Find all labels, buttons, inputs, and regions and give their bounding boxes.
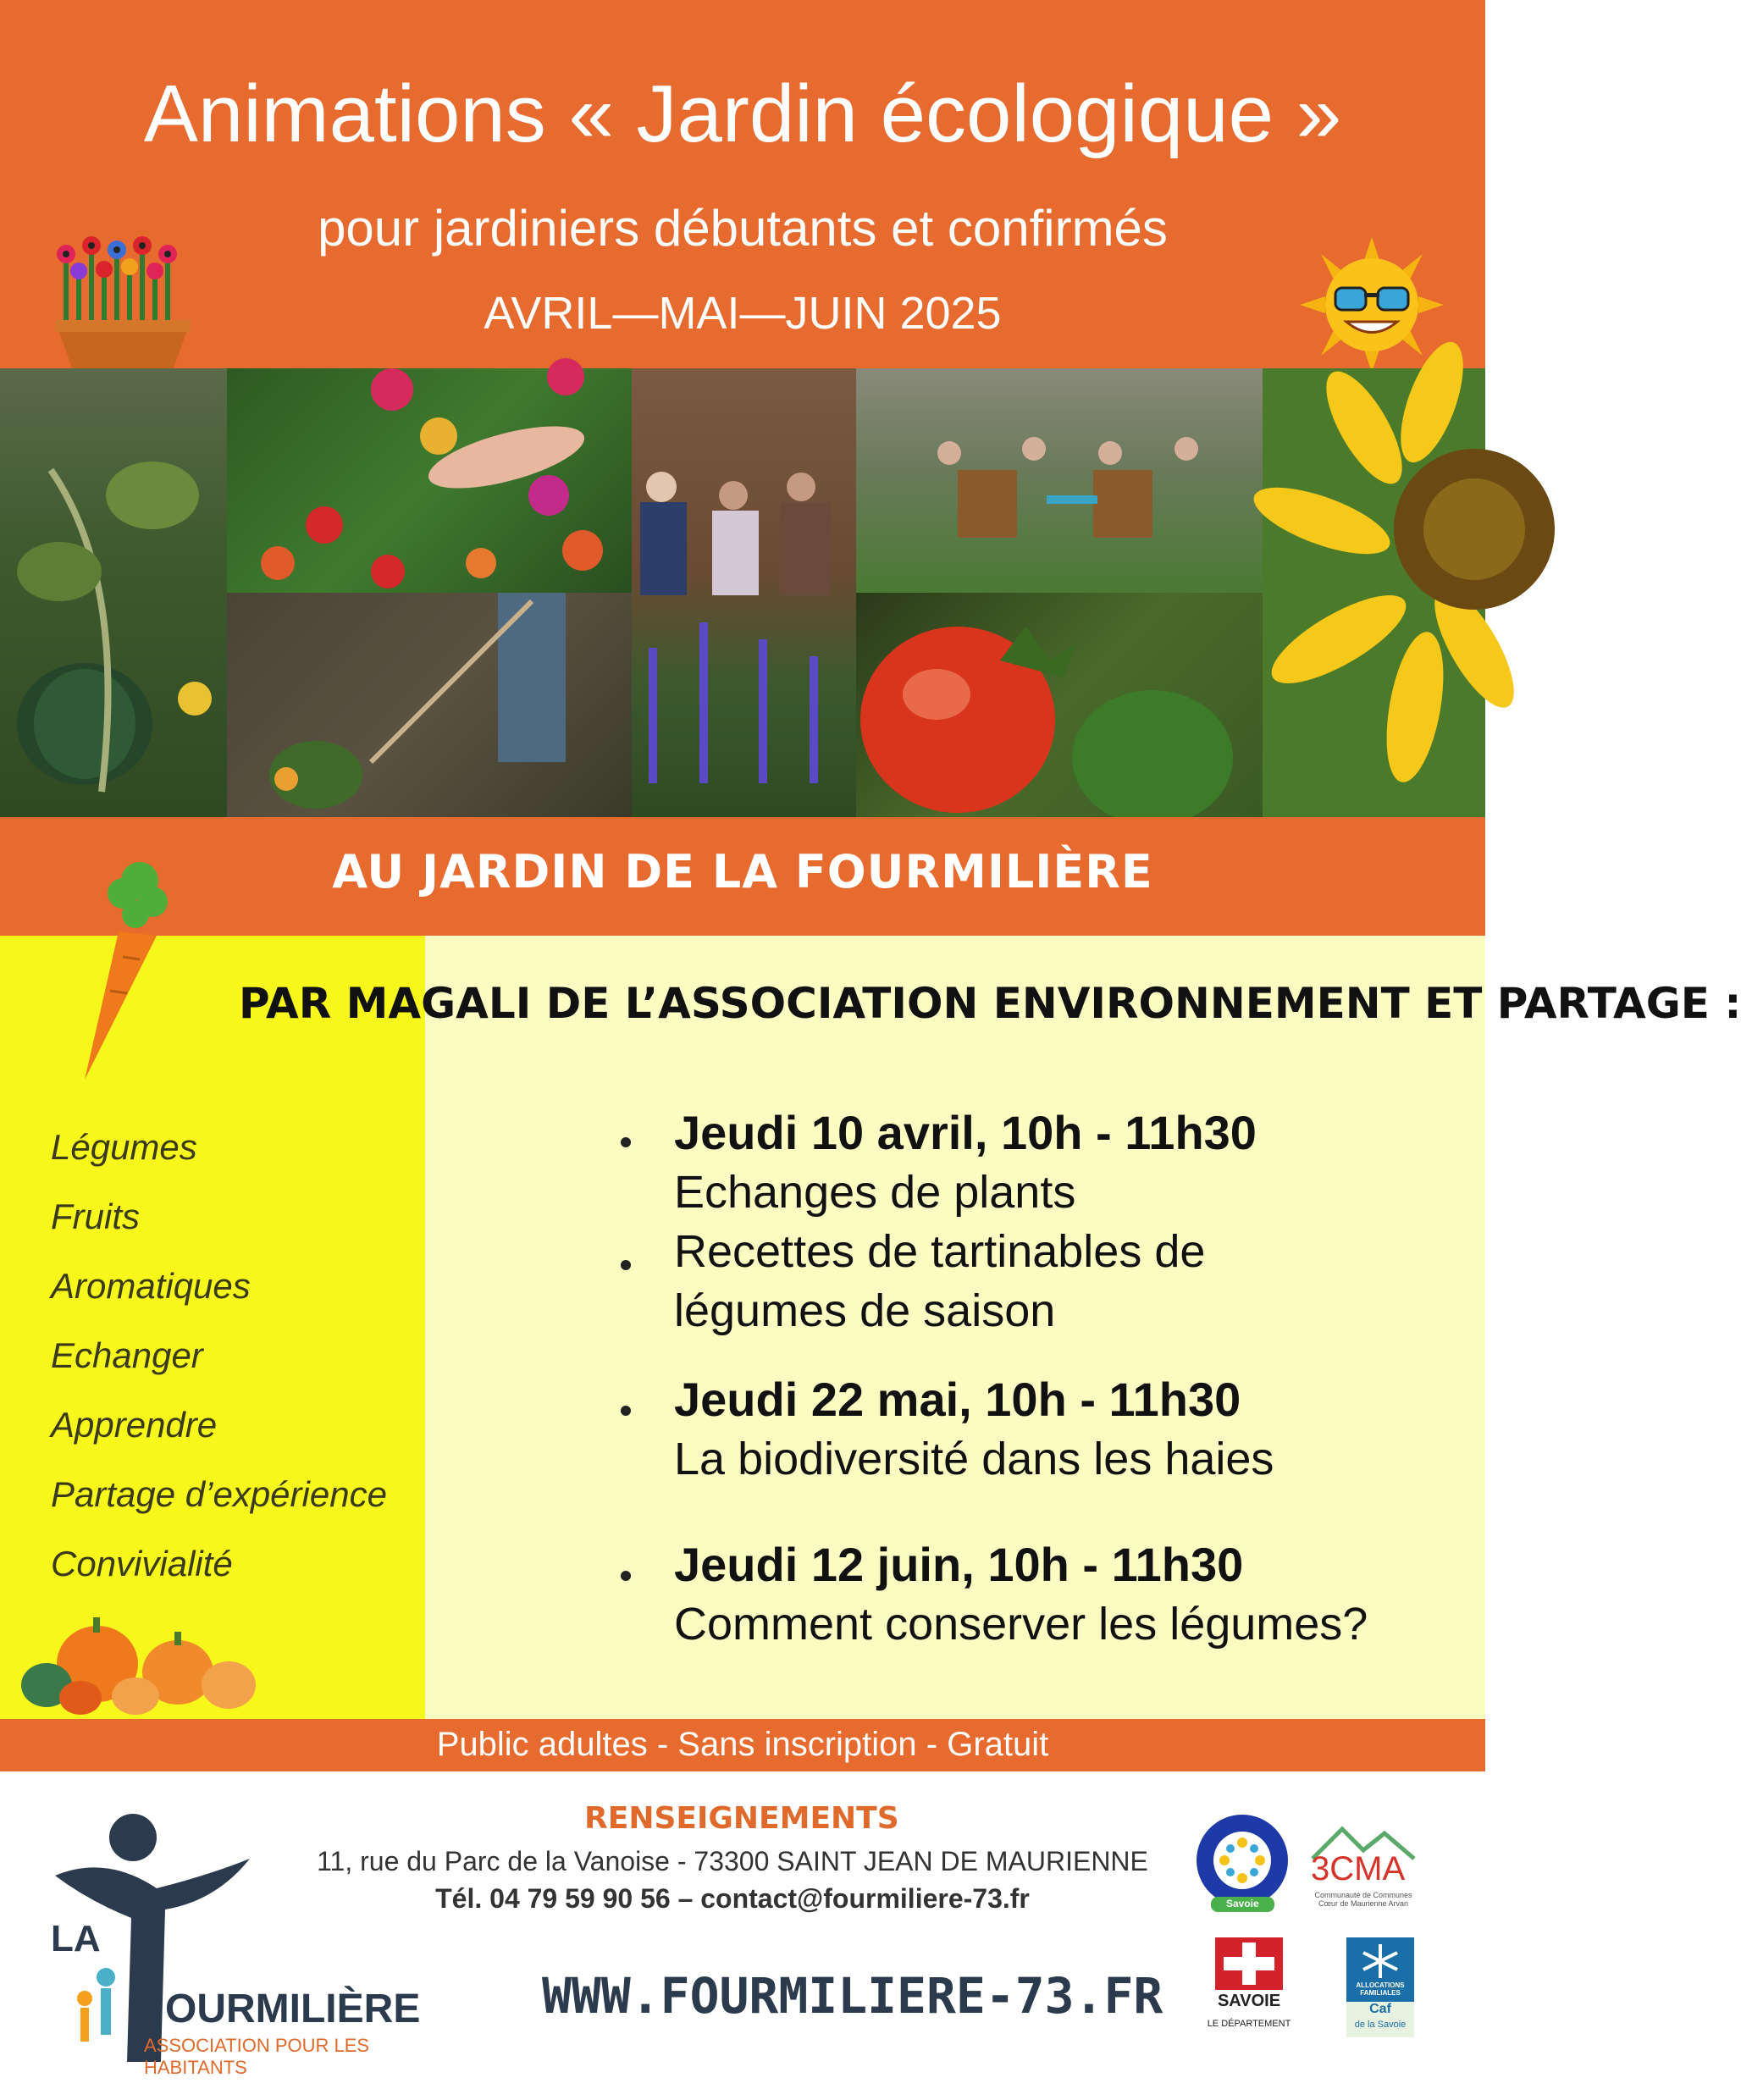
caf-sub: de la Savoie bbox=[1354, 2020, 1407, 2030]
bullet-icon bbox=[621, 1260, 631, 1270]
savoie-name: SAVOIE bbox=[1217, 1992, 1281, 2010]
flower-pot-icon bbox=[47, 229, 199, 373]
website-link[interactable]: WWW.FOURMILIERE-73.FR bbox=[542, 1967, 1163, 2025]
carrot-icon bbox=[68, 855, 178, 1084]
photo-sunflower bbox=[1263, 368, 1485, 817]
photo-collage bbox=[0, 368, 1485, 817]
sun-with-sunglasses-icon bbox=[1300, 237, 1444, 373]
bullet-icon bbox=[621, 1571, 631, 1581]
caf-snowflake-icon bbox=[1346, 1941, 1414, 1981]
event-line: légumes de saison bbox=[674, 1285, 1056, 1336]
keyword-item: Fruits bbox=[51, 1196, 140, 1236]
poster-title: Animations « Jardin écologique » bbox=[143, 69, 1342, 159]
event-title: Jeudi 22 mai, 10h - 11h30 bbox=[674, 1373, 1241, 1426]
location-banner-text: AU JARDIN DE LA FOURMILIÈRE bbox=[332, 845, 1153, 898]
pumpkins-icon bbox=[8, 1596, 263, 1719]
savoie-sub: LE DÉPARTEMENT bbox=[1207, 2019, 1291, 2029]
event-title: Jeudi 10 avril, 10h - 11h30 bbox=[674, 1106, 1257, 1159]
logo-tagline: ASSOCIATION POUR LES HABITANTS bbox=[144, 2035, 370, 2078]
event-line: Comment conserver les légumes? bbox=[674, 1599, 1368, 1650]
keyword-item: Echanger bbox=[51, 1335, 203, 1375]
poster-subtitle: pour jardiniers débutants et confirmés bbox=[318, 200, 1168, 257]
event-line: La biodiversité dans les haies bbox=[674, 1434, 1274, 1484]
event-title: Jeudi 12 juin, 10h - 11h30 bbox=[674, 1538, 1244, 1591]
savoie-department-logo bbox=[1202, 1937, 1296, 2039]
commission-label: Savoie bbox=[1226, 1898, 1259, 1909]
ccma-name: 3CMA bbox=[1311, 1850, 1406, 1887]
photo-squash-plant bbox=[0, 368, 227, 817]
contact-heading: RENSEIGNEMENTS bbox=[584, 1801, 899, 1836]
bullet-icon bbox=[621, 1406, 631, 1416]
event-line: Recettes de tartinables de bbox=[674, 1226, 1206, 1277]
logo-name: OURMILIÈRE bbox=[165, 1987, 421, 2031]
keyword-item: Aromatiques bbox=[51, 1266, 251, 1306]
photo-gardeners-group bbox=[632, 368, 856, 817]
contact-phone-email: Tél. 04 79 59 90 56 – contact@fourmiliere-73.fr bbox=[435, 1883, 1030, 1914]
bullet-icon bbox=[621, 1137, 631, 1147]
keyword-item: Apprendre bbox=[51, 1405, 218, 1445]
ccma-logo bbox=[1304, 1825, 1423, 1909]
keyword-item: Légumes bbox=[51, 1127, 197, 1167]
poster-dates: AVRIL—MAI—JUIN 2025 bbox=[484, 288, 1002, 339]
photo-tomatoes bbox=[856, 593, 1263, 817]
caf-top: ALLOCATIONS FAMILIALES bbox=[1356, 1981, 1405, 1997]
keyword-item: Partage d’expérience bbox=[51, 1474, 387, 1514]
contact-address: 11, rue du Parc de la Vanoise - 73300 SAINT JEAN DE MAURIENNE bbox=[317, 1846, 1148, 1876]
event-line: Echanges de plants bbox=[674, 1167, 1076, 1218]
presenter-line: PAR MAGALI DE L’ASSOCIATION ENVIRONNEMENT ET PARTAGE : bbox=[239, 979, 1741, 1028]
notice-text: Public adultes - Sans inscription - Gratuit bbox=[436, 1726, 1049, 1763]
savoie-cross-icon bbox=[1202, 1937, 1296, 1990]
caf-logo bbox=[1346, 1937, 1414, 2037]
caf-name: Caf bbox=[1369, 2002, 1391, 2016]
keyword-item: Convivialité bbox=[51, 1544, 233, 1583]
photo-garden-meeting bbox=[856, 368, 1263, 593]
logo-la: LA bbox=[51, 1918, 101, 1959]
photo-zinnias bbox=[227, 368, 632, 593]
photo-hoeing-soil bbox=[227, 593, 632, 817]
commission-logo bbox=[1194, 1812, 1291, 1914]
ccma-sub: Communauté de Communes Cœur de Maurienne Arvan bbox=[1314, 1891, 1412, 1908]
